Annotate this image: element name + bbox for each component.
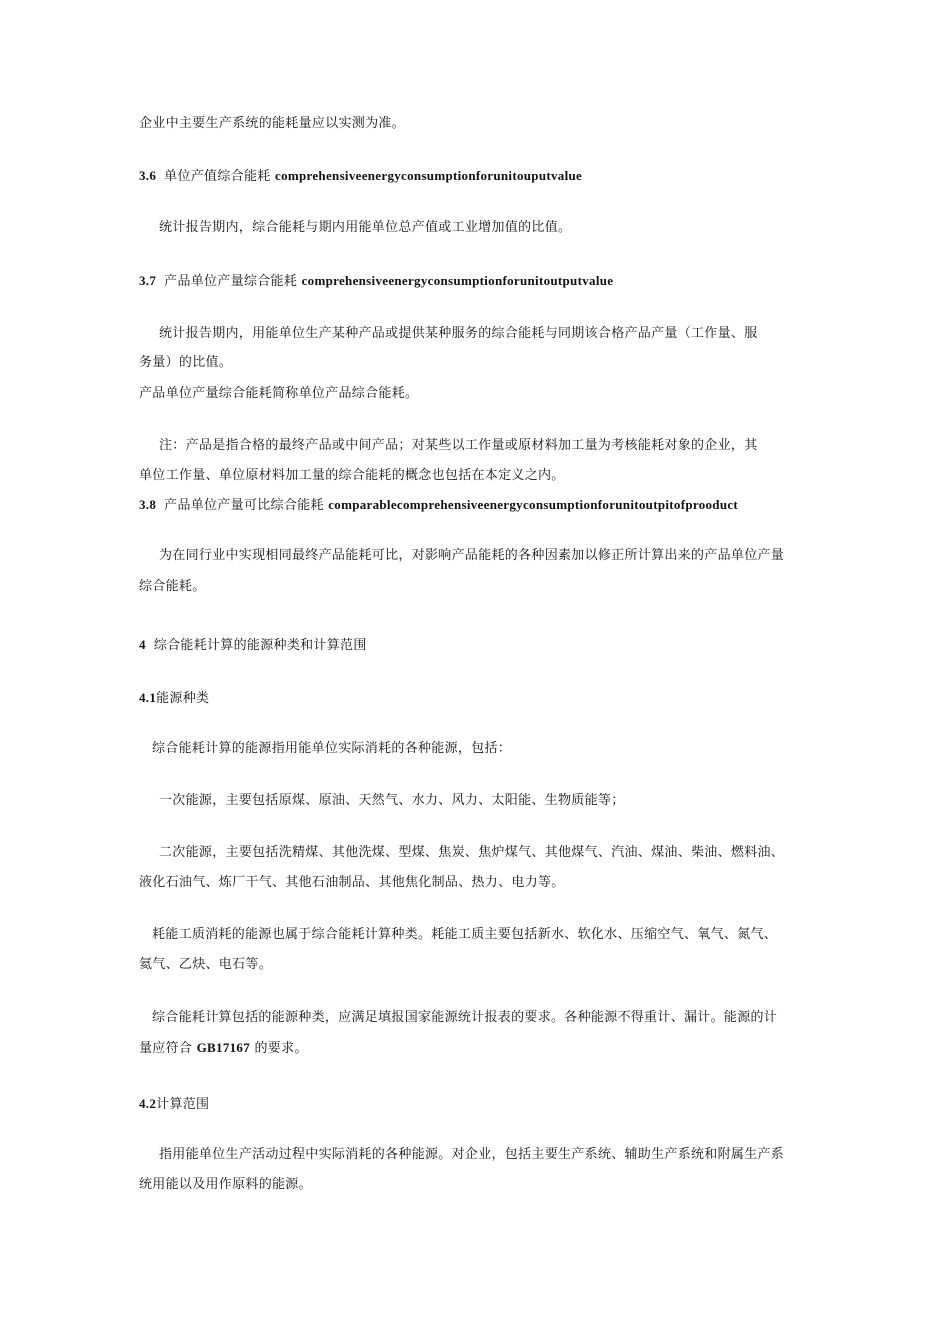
paragraph-primary-energy: 一次能源，主要包括原煤、原油、天然气、水力、风力、太阳能、生物质能等； bbox=[159, 793, 625, 808]
paragraph-calc-scope-line-2: 统用能以及用作原料的能源。 bbox=[139, 1177, 312, 1192]
paragraph-working-medium-line-2: 氦气、乙炔、电石等。 bbox=[139, 957, 273, 972]
standard-reference: GB17167 bbox=[196, 1040, 251, 1055]
paragraph-3-7-line-2: 务量）的比值。 bbox=[139, 355, 233, 370]
paragraph-3-8-line-2: 综合能耗。 bbox=[139, 579, 206, 594]
paragraph-secondary-energy-line-2: 液化石油气、炼厂干气、其他石油制品、其他焦化制品、热力、电力等。 bbox=[139, 875, 565, 890]
paragraph-3-6-definition: 统计报告期内，综合能耗与期内用能单位总产值或工业增加值的比值。 bbox=[159, 220, 572, 235]
section-4-2-heading bbox=[139, 1095, 209, 1114]
section-title: 计算范围 bbox=[156, 1097, 210, 1112]
section-number: 3.7 bbox=[139, 273, 157, 288]
section-english-term: comprehensiveenergyconsumptionforunitouputvalue bbox=[275, 168, 583, 183]
section-3-8-heading bbox=[139, 496, 738, 515]
section-3-6-heading bbox=[139, 167, 582, 186]
section-4-1-heading bbox=[139, 689, 209, 708]
section-title: 产品单位产量综合能耗 bbox=[164, 274, 298, 289]
text-segment: 的要求。 bbox=[254, 1041, 308, 1056]
note-line-2: 单位工作量、单位原材料加工量的综合能耗的概念也包括在本定义之内。 bbox=[139, 468, 565, 483]
text-segment: 量应符合 bbox=[139, 1041, 193, 1056]
section-title: 单位产值综合能耗 bbox=[164, 169, 271, 184]
section-title: 综合能耗计算的能源种类和计算范围 bbox=[153, 638, 367, 653]
section-title: 能源种类 bbox=[156, 691, 210, 706]
section-number: 4 bbox=[139, 637, 146, 652]
paragraph-secondary-energy-line-1: 二次能源，主要包括洗精煤、其他洗煤、型煤、焦炭、焦炉煤气、其他煤气、汽油、煤油、柴油、燃料油、 bbox=[159, 845, 785, 860]
section-number: 4.2 bbox=[139, 1096, 157, 1111]
note-line-1: 注：产品是指合格的最终产品或中间产品；对某些以工作量或原材料加工量为考核能耗对象的企业，其 bbox=[159, 438, 758, 453]
paragraph-3-7-line-1: 统计报告期内，用能单位生产某种产品或提供某种服务的综合能耗与同期该合格产品产量（工作量、服 bbox=[159, 326, 758, 341]
paragraph-energy-scope-line-2 bbox=[139, 1039, 308, 1058]
section-3-7-heading bbox=[139, 272, 613, 291]
section-english-term: comprehensiveenergyconsumptionforunitoutputvalue bbox=[301, 273, 614, 288]
section-number: 3.8 bbox=[139, 497, 157, 512]
section-title: 产品单位产量可比综合能耗 bbox=[164, 498, 324, 513]
paragraph-3-7-abbrev: 产品单位产量综合能耗简称单位产品综合能耗。 bbox=[139, 386, 419, 401]
section-number: 4.1 bbox=[139, 690, 157, 705]
paragraph-measurement-note: 企业中主要生产系统的能耗量应以实测为准。 bbox=[139, 116, 406, 131]
paragraph-energy-types-intro: 综合能耗计算的能源指用能单位实际消耗的各种能源，包括： bbox=[152, 741, 512, 756]
section-number: 3.6 bbox=[139, 168, 157, 183]
section-english-term: comparablecomprehensiveenergyconsumptionforunitoutpitofprooduct bbox=[328, 497, 739, 512]
paragraph-3-8-line-1: 为在同行业中实现相同最终产品能耗可比，对影响产品能耗的各种因素加以修正所计算出来的产品单位产量 bbox=[159, 548, 785, 563]
paragraph-working-medium-line-1: 耗能工质消耗的能源也属于综合能耗计算种类。耗能工质主要包括新水、软化水、压缩空气、氧气、氮气、 bbox=[152, 927, 778, 942]
section-4-heading bbox=[139, 636, 367, 655]
paragraph-energy-scope-line-1: 综合能耗计算包括的能源种类，应满足填报国家能源统计报表的要求。各种能源不得重计、漏计。能源的计 bbox=[152, 1010, 778, 1025]
paragraph-calc-scope-line-1: 指用能单位生产活动过程中实际消耗的各种能源。对企业，包括主要生产系统、辅助生产系统和附属生产系 bbox=[159, 1147, 785, 1162]
